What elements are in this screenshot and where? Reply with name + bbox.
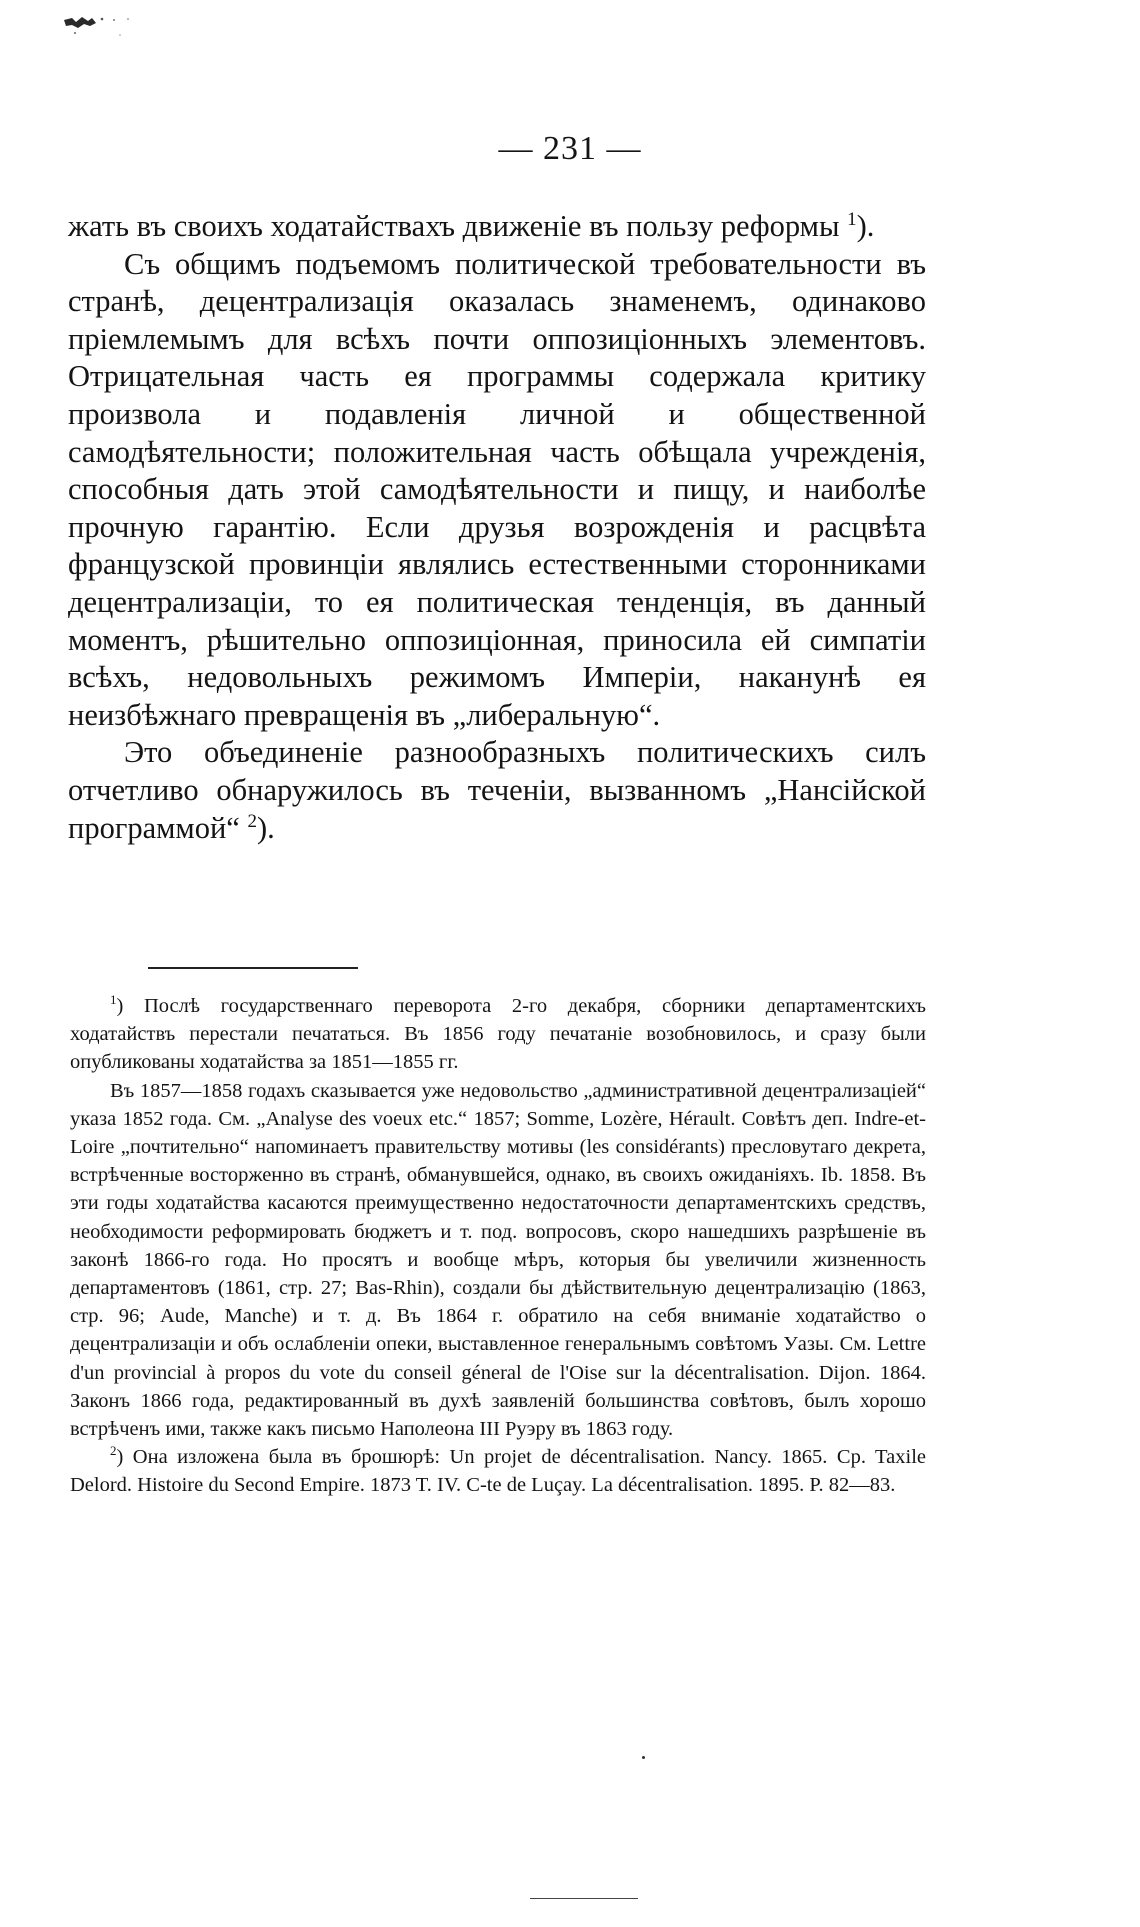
footnote-1-text: ) Послѣ государственнаго переворота 2-го декабря, сборники департаментскихъ ходатайствъ перестали печататься. Въ 1856 году печатаніе возобновилось, и сразу были опубликованы ходатайства за 1851—1855 гг. — [70, 995, 926, 1074]
paragraph-3-text: Это объединеніе разнообразныхъ политическихъ силъ отчетливо обнаружилось въ теченіи, вызванномъ „Нансійской программой“ — [68, 735, 926, 845]
paragraph-1-end: ). — [856, 209, 875, 243]
footnote-1-continued: Въ 1857—1858 годахъ сказывается уже недовольство „административной децентрализаціей“ указа 1852 года. См. „Analyse des voeux etc.“ 1857; Somme, Lozère, Hérault. Совѣтъ деп. Indre-et-Loire „почтительно“ напоминаетъ правительству мотивы (les considérants) пресловутаго декрета, встрѣченные восторженно въ странѣ, обманувшейся, однако, въ своихъ ожиданіяхъ. Ib. 1858. Въ эти годы ходатайства касаются преимущественно недостаточности департаментскихъ средствъ, необходимости реформировать бюджетъ и т. под. вопросовъ, скоро нашедшихъ разрѣшеніе въ законѣ 1866-го года. Но просятъ и вообще мѣръ, которыя бы увеличили жизненность департаментовъ (1861, стр. 27; Bas-Rhin), создали бы дѣйствительную децентрализацію (1863, стр. 96; Aude, Manche) и т. д. Въ 1864 г. обратило на себя вниманіе ходатайство о децентрализаціи и объ ослабленіи опеки, выставленное генеральнымъ совѣтомъ Уазы. См. Lettre d'un provincial à propos du vote du conseil géneral de l'Oise sur la décentralisation. Dijon. 1864. Законъ 1866 года, редактированный въ духѣ заявленій большинства совѣтовъ, былъ хорошо встрѣченъ ими, также какъ письмо Наполеона III Руэру въ 1863 году. — [70, 1079, 926, 1441]
footnote-ref-1: 1 — [847, 208, 857, 230]
paragraph-3-end: ). — [256, 810, 275, 845]
footnote-divider — [148, 967, 358, 969]
stray-dot — [642, 1756, 645, 1759]
bottom-edge-rule — [530, 1898, 638, 1899]
footnote-1-mark: 1 — [110, 992, 117, 1008]
ink-blot-mark — [62, 14, 134, 38]
paragraph-1 — [68, 208, 926, 246]
footnote-2-text: ) Она изложена была въ брошюрѣ: Un projet de décentralisation. Nancy. 1865. Cp. Taxile Delord. Histoire du Second Empire. 1873 T. IV. C-te de Luçay. La décentralisation. 1895. P. 82—83. — [70, 1446, 926, 1497]
footnote-2-mark: 2 — [110, 1443, 117, 1459]
main-text — [68, 208, 926, 847]
footnotes — [70, 992, 926, 1500]
footnote-1 — [70, 992, 926, 1077]
paragraph-2: Съ общимъ подъемомъ политической требовательности въ странѣ, децентрализація оказалась знаменемъ, одинаково пріемлемымъ для всѣхъ почти оппозиціонныхъ элементовъ. Отрицательная часть ея программы содержала критику произвола и подавленія личной и общественной самодѣятельности; положительная часть обѣщала учрежденія, способныя дать этой самодѣятельности и пищу, и наиболѣе прочную гарантію. Если друзья возрожденія и расцвѣта французской провинціи являлись естественными сторонниками децентрализаціи, то ея политическая тенденція, въ данный моментъ, рѣшительно оппозиціонная, приносила ей симпатіи всѣхъ, недовольныхъ режимомъ Имперіи, наканунѣ ея неизбѣжнаго превращенія въ „либеральную“. — [68, 246, 926, 732]
paragraph-3 — [68, 734, 926, 847]
paragraph-1-text: жать въ своихъ ходатайствахъ движеніе въ пользу реформы — [68, 209, 848, 243]
footnote-2 — [70, 1443, 926, 1499]
footnote-ref-2: 2 — [247, 810, 257, 832]
page-number: — 231 — — [498, 130, 642, 167]
